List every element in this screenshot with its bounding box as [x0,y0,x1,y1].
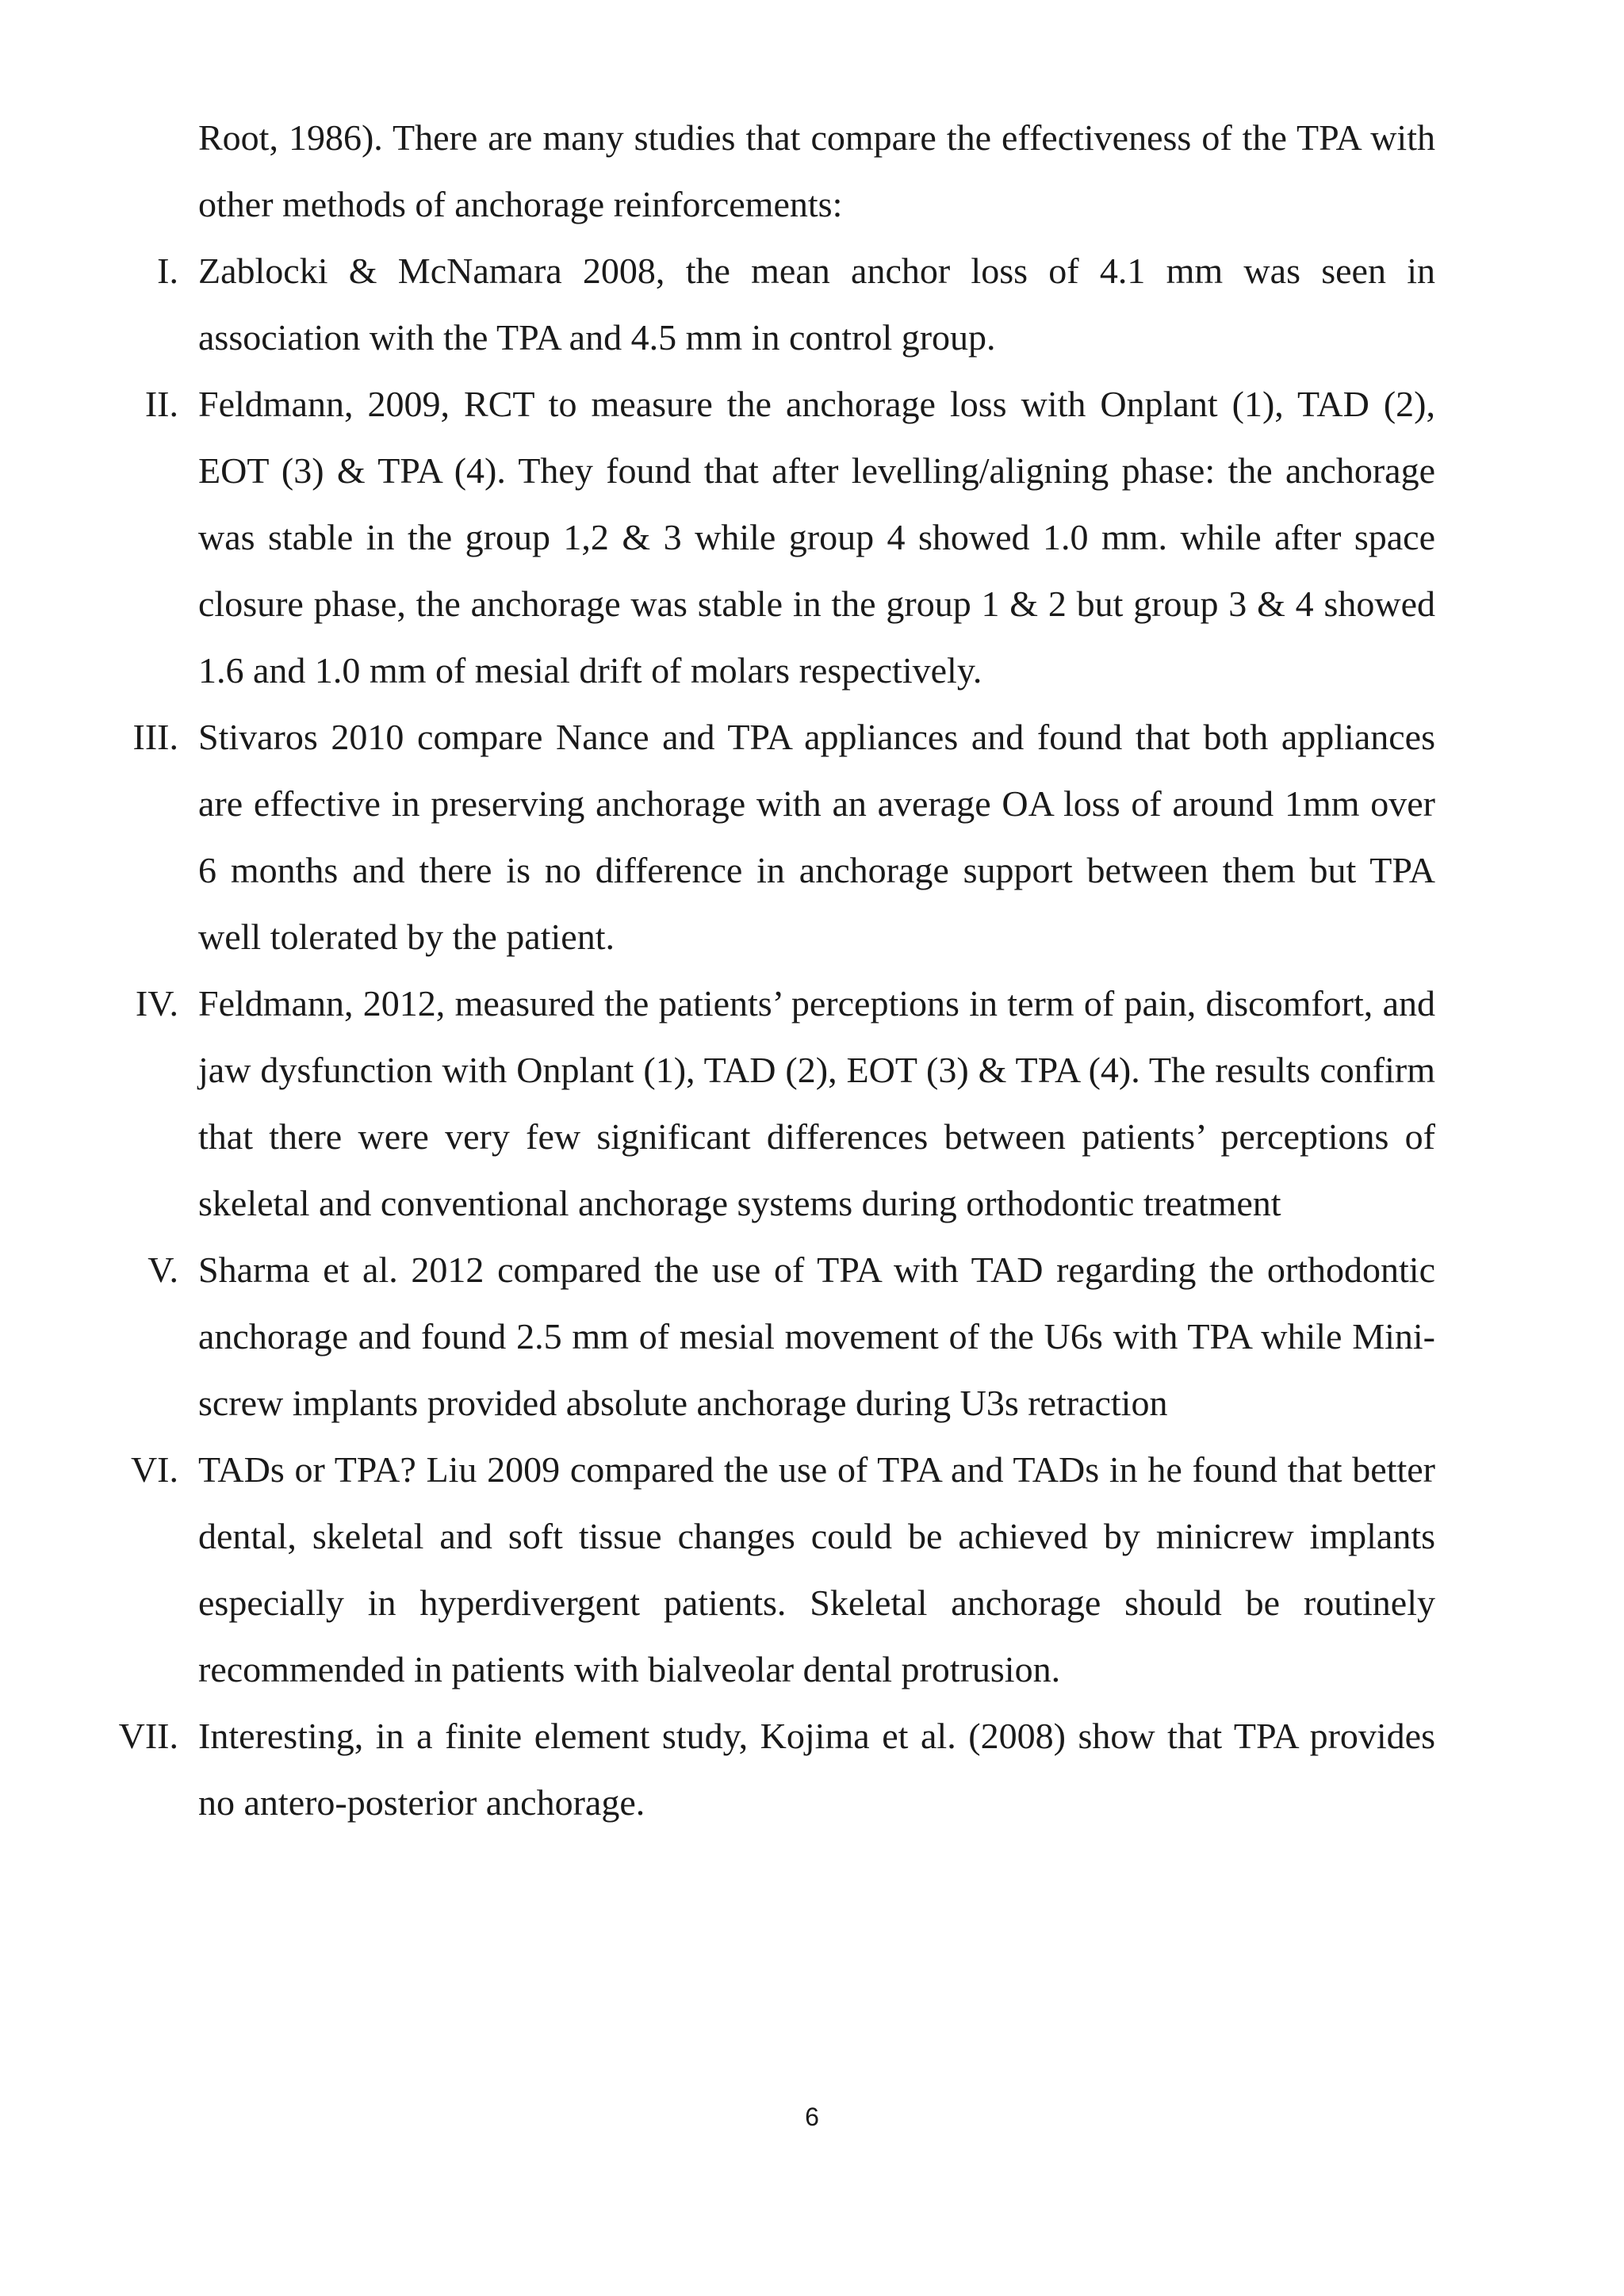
list-numeral: V. [147,1249,178,1290]
list-item-text: Interesting, in a finite element study, Kojima et al. (2008) show that TPA provides no antero-posterior anchorage. [198,1716,1435,1823]
intro-paragraph: Root, 1986). There are many studies that compare the effectiveness of the TPA with other methods of anchorage reinforcements: [198,117,1435,224]
list-numeral: I. [157,251,178,291]
list-item [147,1237,1435,1437]
list-item [132,704,1435,970]
list-item-text: Stivaros 2010 compare Nance and TPA appliances and found that both appliances are effective in preserving anchorage with an average OA loss of around 1mm over 6 months and there is no difference in anchorage support between them but TPA well tolerated by the patient. [198,717,1435,957]
list-numeral: VII. [118,1716,178,1756]
list-numeral: VI. [130,1449,178,1490]
list-numeral: III. [132,717,178,757]
list-item [144,371,1435,704]
list-numeral: II. [144,384,178,424]
body-text [118,105,1435,1836]
list-item-text: Zablocki & McNamara 2008, the mean anchor loss of 4.1 mm was seen in association with the TPA and 4.5 mm in control group. [198,251,1435,358]
study-list [118,238,1435,1836]
page-number: 6 [805,2103,819,2131]
list-item-text: Feldmann, 2009, RCT to measure the anchorage loss with Onplant (1), TAD (2), EOT (3) & TPA (4). They found that after levelling/aligning phase: the anchorage was stable in the group 1,2 & 3 while group 4 showed 1.0 mm. while after space closure phase, the anchorage was stable in the group 1 & 2 but group 3 & 4 showed 1.6 and 1.0 mm of mesial drift of molars respectively. [198,384,1435,691]
list-numeral: IV. [135,983,178,1024]
list-item [157,238,1435,371]
list-item [135,970,1435,1237]
list-item-text: TADs or TPA? Liu 2009 compared the use of TPA and TADs in he found that better dental, skeletal and soft tissue changes could be achieved by minicrew implants especially in hyperdivergent patients. Skeletal anchorage should be routinely recommended in patients with bialveolar dental protrusion. [198,1449,1435,1689]
list-item [118,1703,1435,1836]
list-item [130,1437,1435,1703]
list-item-text: Feldmann, 2012, measured the patients’ perceptions in term of pain, discomfort, and jaw dysfunction with Onplant (1), TAD (2), EOT (3) & TPA (4). The results confirm that there were very few significant differences between patients’ perceptions of skeletal and conventional anchorage systems during orthodontic treatment [198,983,1435,1223]
list-item-text: Sharma et al. 2012 compared the use of TPA with TAD regarding the orthodontic anchorage and found 2.5 mm of mesial movement of the U6s with TPA while Mini-screw implants provided absolute anchorage during U3s retraction [198,1249,1435,1423]
